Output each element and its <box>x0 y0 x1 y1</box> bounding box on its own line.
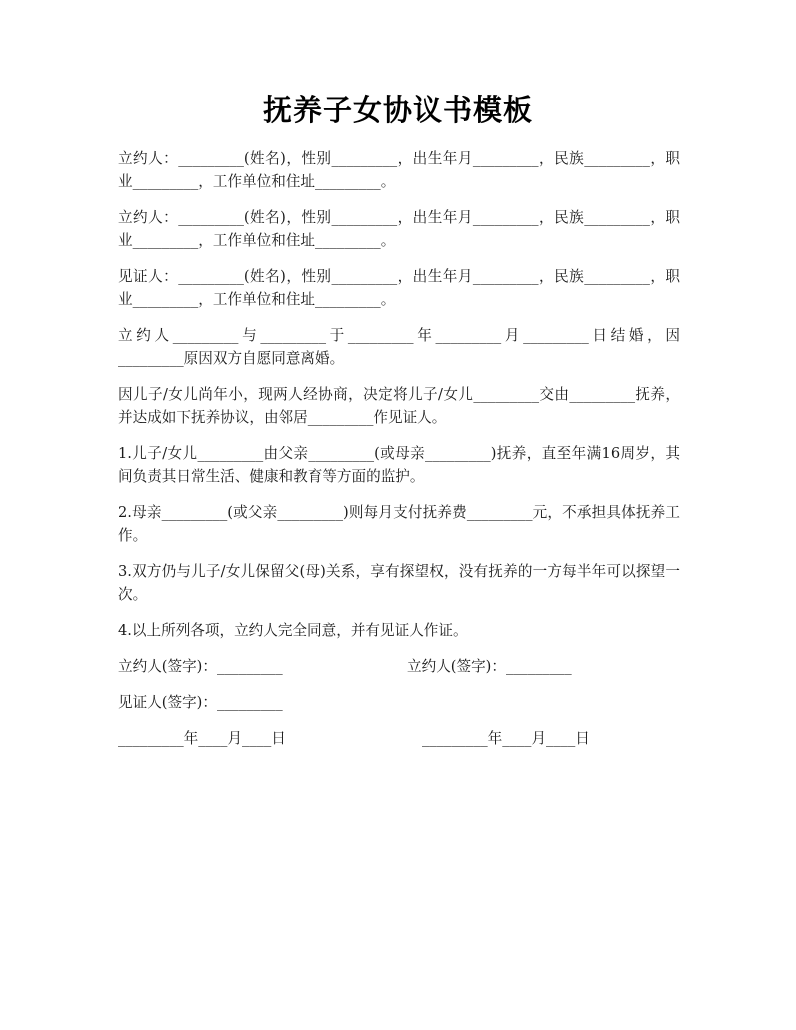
party-a-info: 立约人：_________(姓名)，性别_________，出生年月_________，民族_________，职业_________，工作单位和住址_________。 <box>118 150 680 190</box>
clause-4: 4.以上所列各项，立约人完全同意，并有见证人作证。 <box>118 622 468 639</box>
date-right: _________年____月____日 <box>422 730 590 747</box>
party-signature-row <box>118 655 680 678</box>
marriage-paragraph: 立约人_________与_________于_________年_________月_________日结婚，因_________原因双方自愿同意离婚。 <box>118 327 680 367</box>
party-b-signature: 立约人(签字)：_________ <box>407 658 572 675</box>
witness-signature: 见证人(签字)：_________ <box>118 694 283 711</box>
witness-info: 见证人：_________(姓名)，性别_________，出生年月_________，民族_________，职业_________，工作单位和住址_________。 <box>118 268 680 308</box>
witness-signature-row <box>118 691 680 714</box>
date-row <box>118 727 680 750</box>
agreement-intro-paragraph: 因儿子/女儿尚年小，现两人经协商，决定将儿子/女儿_________交由_________抚养，并达成如下抚养协议，由邻居_________作见证人。 <box>118 386 680 426</box>
date-left: _________年____月____日 <box>118 730 286 747</box>
document-body <box>118 147 680 763</box>
party-b-info: 立约人：_________(姓名)，性别_________，出生年月_________，民族_________，职业_________，工作单位和住址_________。 <box>118 209 680 249</box>
clause-1: 1.儿子/女儿_________由父亲_________(或母亲_________)抚养，直至年满16周岁，其间负责其日常生活、健康和教育等方面的监护。 <box>118 445 680 485</box>
document-title: 抚养子女协议书模板 <box>262 93 533 127</box>
clause-2: 2.母亲_________(或父亲_________)则每月支付抚养费_________元，不承担具体抚养工作。 <box>118 504 680 544</box>
clause-3: 3.双方仍与儿子/女儿保留父(母)关系，享有探望权，没有抚养的一方每半年可以探望一次。 <box>118 563 680 603</box>
party-a-signature: 立约人(签字)：_________ <box>118 658 283 675</box>
